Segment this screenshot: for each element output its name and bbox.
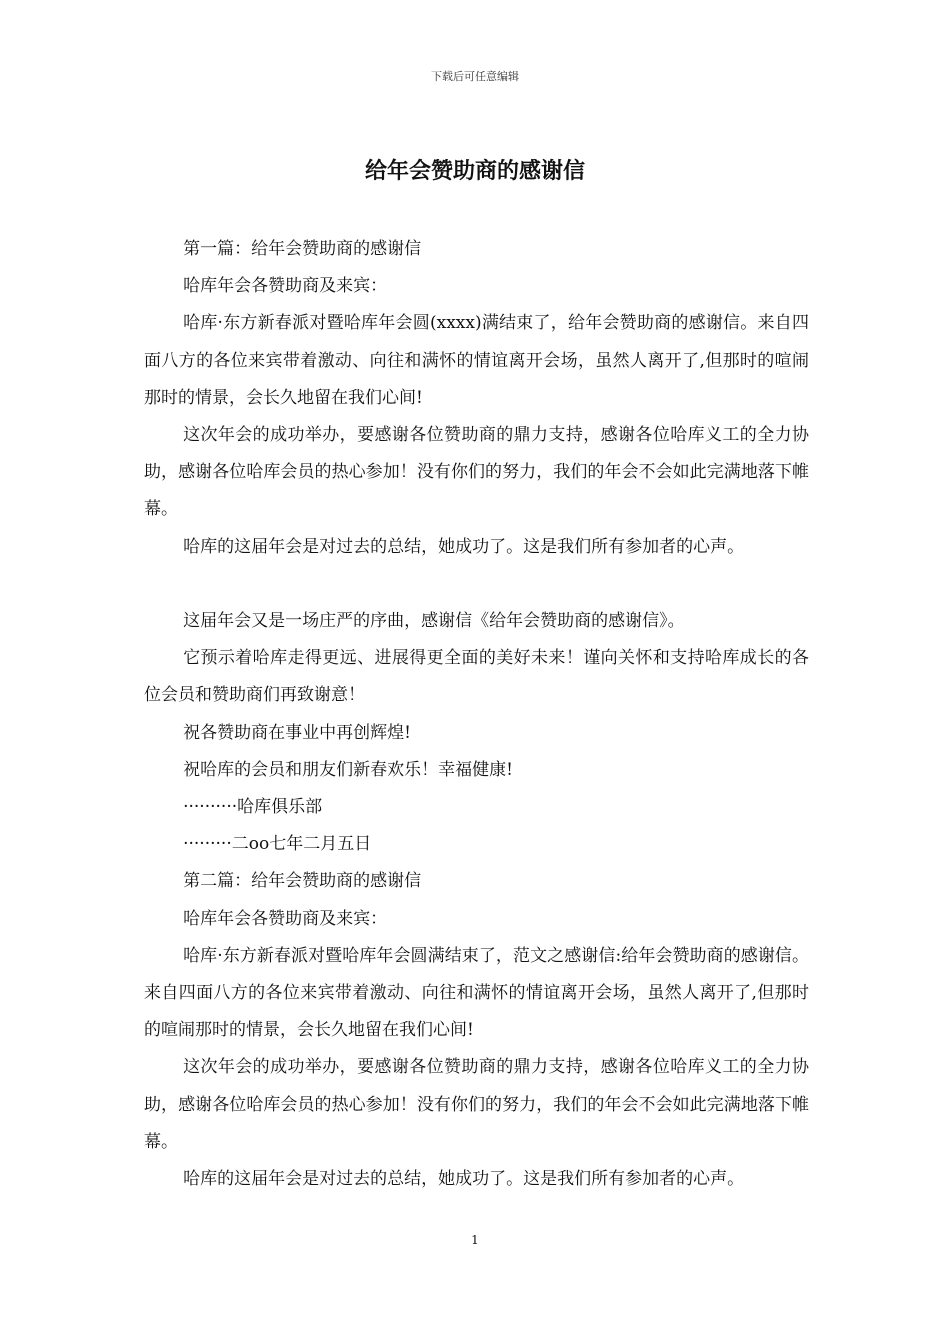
paragraph: 哈库的这届年会是对过去的总结，她成功了。这是我们所有参加者的心声。	[183, 536, 745, 557]
wish-line: 祝哈库的会员和朋友们新春欢乐！幸福健康!	[183, 759, 513, 780]
section-heading-1: 第一篇：给年会赞助商的感谢信	[183, 239, 422, 259]
section-heading-2: 第二篇：给年会赞助商的感谢信	[183, 871, 422, 892]
wish-line: 祝各赞助商在事业中再创辉煌!	[183, 722, 411, 743]
paragraph: 哈库的这届年会是对过去的总结，她成功了。这是我们所有参加者的心声。	[183, 1169, 745, 1190]
salutation-2: 哈库年会各赞助商及来宾：	[183, 908, 388, 929]
paragraph: 哈库·东方新春派对暨哈库年会圆(xxxx)满结束了，给年会赞助商的感谢信。来自四面八方的各位来宾带着激动、向往和满怀的情谊离开会场，虽然人离开了,但那时的喧闹那时的情景，会长久地留在我们心间!	[144, 313, 809, 408]
paragraph: 这次年会的成功举办，要感谢各位赞助商的鼎力支持，感谢各位哈库义工的全力协助，感谢各位哈库会员的热心参加！没有你们的努力，我们的年会不会如此完满地落下帷幕。	[144, 425, 809, 520]
paragraph: 它预示着哈库走得更远、进展得更全面的美好未来！谨向关怀和支持哈库成长的各位会员和赞助商们再致谢意！	[144, 648, 809, 706]
paragraph: 这届年会又是一场庄严的序曲，感谢信《给年会赞助商的感谢信》。	[183, 611, 685, 632]
document-title: 给年会赞助商的感谢信	[364, 158, 585, 184]
blank-line	[144, 566, 809, 603]
letter-body	[144, 231, 809, 1198]
header-note: 下载后可任意编辑	[431, 70, 519, 83]
paragraph: 这次年会的成功举办，要感谢各位赞助商的鼎力支持，感谢各位哈库义工的全力协助，感谢各位哈库会员的热心参加！没有你们的努力，我们的年会不会如此完满地落下帷幕。	[144, 1057, 809, 1152]
paragraph: 哈库·东方新春派对暨哈库年会圆满结束了，范文之感谢信:给年会赞助商的感谢信。来自四面八方的各位来宾带着激动、向往和满怀的情谊离开会场，虽然人离开了,但那时的喧闹那时的情景，会长久地留在我们心间!	[144, 945, 809, 1041]
signature-org: ··········哈库俱乐部	[183, 797, 323, 818]
salutation-1: 哈库年会各赞助商及来宾：	[183, 276, 388, 297]
page-number: 1	[471, 1233, 479, 1247]
signature-date: ·········二oo七年二月五日	[183, 834, 372, 855]
